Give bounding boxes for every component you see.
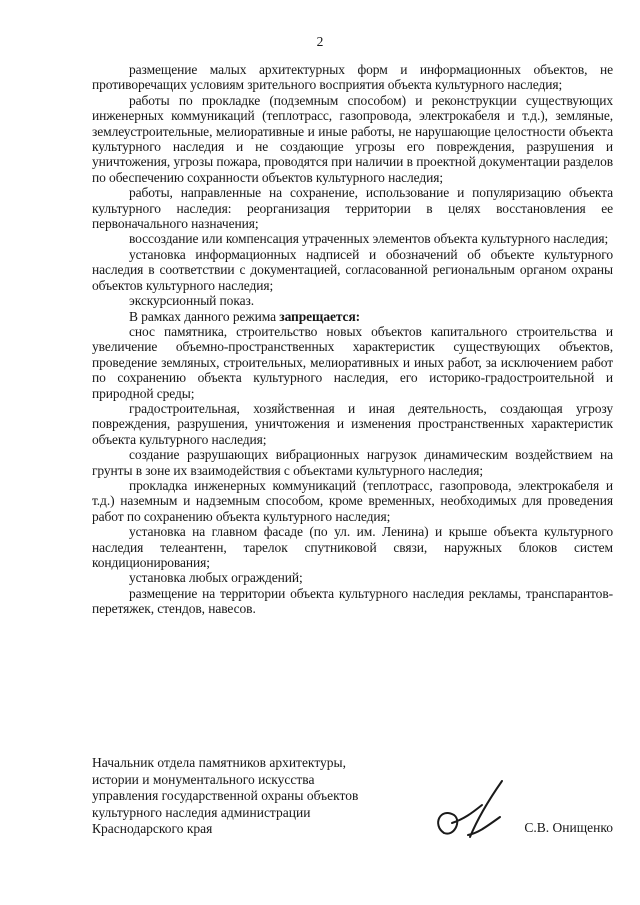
- signer-position-line: культурного наследия администрации: [92, 804, 311, 820]
- prohibited-work-item: создание разрушающих вибрационных нагрузок динамическим воздействием на грунты в зоне их взаимодействия с объектами культурного наследия;: [92, 447, 613, 478]
- prohibited-work-item: снос памятника, строительство новых объектов капитального строительства и увеличение объемно-пространственных характеристик существующих объектов, проведение земляных, строительных, мелиоративных и иных работ, за исключением работ по сохранению объекта культурного наследия, его историко-градостроительной и природной среды;: [92, 323, 613, 401]
- permitted-work-item: работы, направленные на сохранение, использование и популяризацию объекта культурного наследия: реорганизация территории в целях восстановления ее первоначального назначения;: [92, 185, 613, 232]
- permitted-work-item: работы по прокладке (подземным способом) и реконструкции существующих инженерных коммуникаций (теплотрасс, газопровода, электрокабеля и т.д.), земляные, землеустроительные, мелиоративные и иные работы, не нарушающие целостности объекта культурного наследия и не создающие угрозы его повреждения, разрушения и уничтожения, угрозы пожара, проводятся при наличии в проектной документации разделов по обеспечению сохранности объектов культурного наследия;: [92, 92, 613, 185]
- signer-position-line: Краснодарского края: [92, 821, 213, 836]
- page-number: 2: [316, 34, 324, 49]
- prohibition-intro: В рамках данного режима: [129, 308, 276, 324]
- signer-position-line: истории и монументального искусства: [92, 771, 315, 787]
- signer-position-line: управления государственной охраны объектов: [92, 788, 359, 803]
- signer-position-line: Начальник отдела памятников архитектуры,: [92, 755, 346, 770]
- permitted-work-item: воссоздание или компенсация утраченных элементов объекта культурного наследия;: [129, 231, 609, 247]
- prohibited-work-item: размещение на территории объекта культурного наследия рекламы, транспарантов-перетяжек, стендов, навесов.: [92, 585, 613, 617]
- permitted-work-item: экскурсионный показ.: [129, 293, 254, 309]
- prohibition-heading: [92, 309, 613, 324]
- prohibited-work-item: установка любых ограждений;: [129, 570, 303, 586]
- prohibited-work-item: градостроительная, хозяйственная и иная деятельность, создающая угрозу повреждения, разрушения, уничтожения и изменения пространственных характеристик объекта культурного наследия;: [92, 400, 613, 447]
- signature-block: [92, 755, 613, 855]
- handwritten-signature: [422, 775, 532, 855]
- document-body: [92, 62, 613, 617]
- signer-name: С.В. Онищенко: [524, 820, 613, 835]
- prohibition-keyword: запрещается:: [279, 308, 361, 324]
- prohibited-work-item: установка на главном фасаде (по ул. им. Ленина) и крыше объекта культурного наследия телеантенн, тарелок спутниковой связи, наружных блоков систем кондиционирования;: [92, 524, 613, 570]
- permitted-work-item: размещение малых архитектурных форм и информационных объектов, не противоречащих условиям зрительного восприятия объекта культурного наследия;: [92, 62, 613, 93]
- prohibited-work-item: прокладка инженерных коммуникаций (теплотрасс, газопровода, электрокабеля и т.д.) наземным и надземным способом, кроме временных, необходимых для проведения работ по сохранению объекта культурного наследия;: [92, 477, 613, 524]
- permitted-work-item: установка информационных надписей и обозначений об объекте культурного наследия в соответствии с документацией, согласованной региональным органом охраны объектов культурного наследия;: [92, 246, 613, 293]
